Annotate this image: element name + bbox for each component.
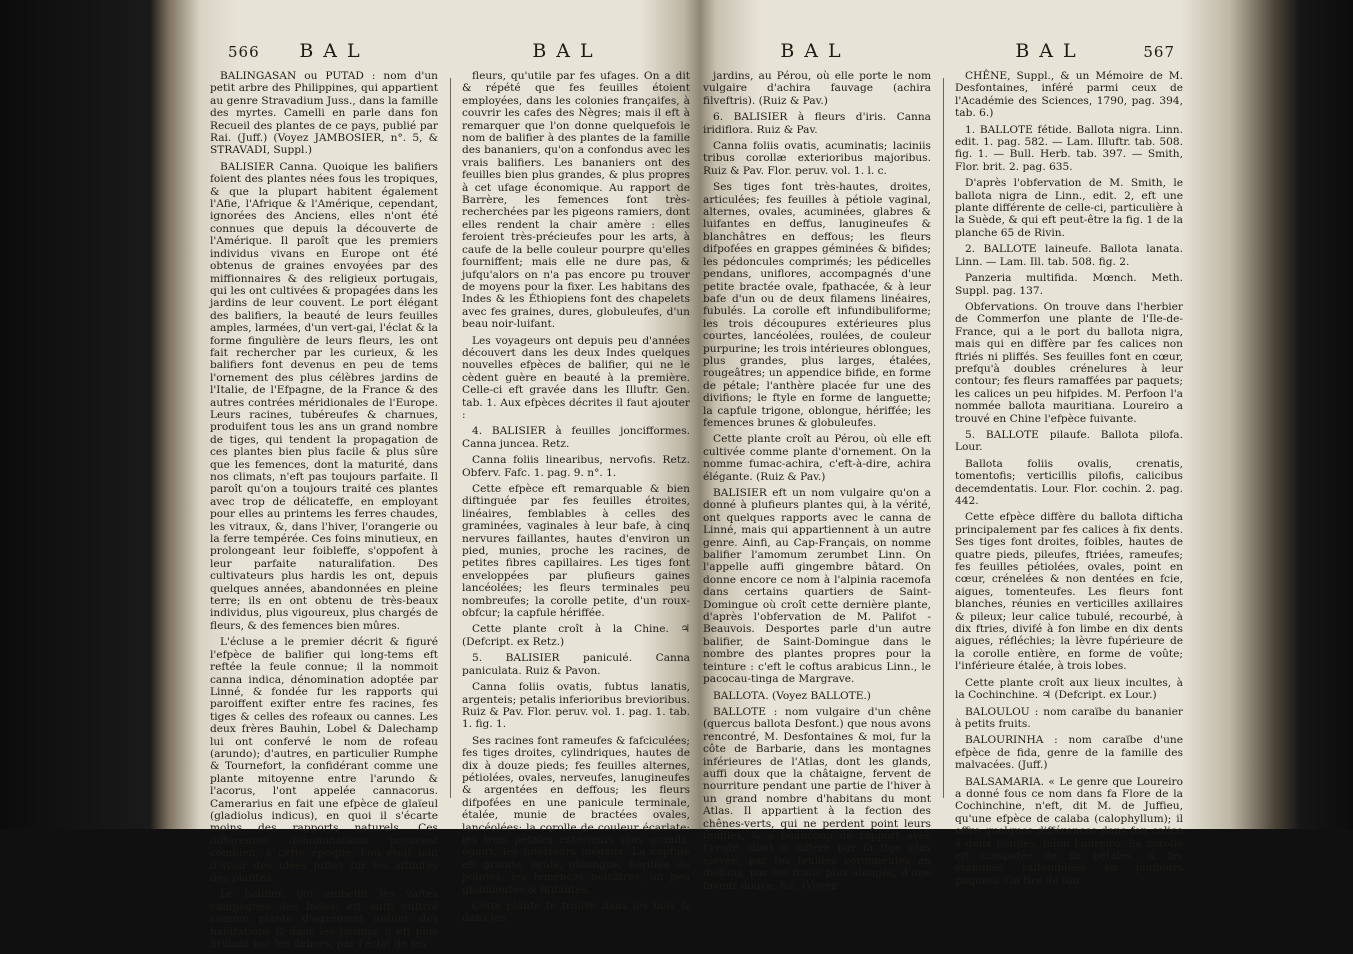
- paragraph: BALLOTE : nom vulgaire d'un chêne (quercus ballota Desfont.) que nous avons rencontré, M. Desfontaines & moi, fur la côte de Barbarie, dans les montagnes inférieures de l'Atlas, dont les glands, auffi doux que la châtaigne, fervent de nourriture pendant une partie de l'hiver à un grand nombre d'habitans du mont Atlas. Il appartient à la fection des chênes-verts, qui ne perdent point leurs feuilles, & a beaucoup de rapport avec l'yeufe, dont il diffère par fa tige plus élevée, par fes feuilles coronneufes en deffous, par fes fruits plus alongés, d'une faveur douce, &c. (Voyez: [703, 705, 931, 892]
- paragraph: Ses tiges font très-hautes, droites, articulées; fes feuilles à pétiole vaginal, alternes, ovales, acuminées, glabres & luifantes en deffus, lanugineufes & blanchâtres en deffous; les fleurs difpofées en grappes géminées & bifides; les pédoncules comprimés; les pédicelles pendans, uniflores, accompagnés d'une petite bractée ovale, fpathacée, & à leur bafe d'un ou de deux filamens linéaires, fubulés. La corolle eft infundibuliforme; les trois découpures extérieures plus courtes, lancéolées, roulées, de couleur purpurine; les trois intérieures oblongues, plus grandes, plus larges, étalées, rougeâtres; un appendice bifide, en forme de pétale; l'anthère placée fur une des divifions; le ftyle en forme de languette; la capfule trigone, oblongue, hériffée; les femences brunes & globuleufes.: [703, 181, 931, 429]
- paragraph: Cette plante fe trouve dans les bois & dans les: [462, 900, 690, 925]
- paragraph: 5. BALISIER paniculé. Canna paniculata. Ruiz & Pavon.: [462, 652, 690, 677]
- paragraph: L'écluse a le premier décrit & figuré l'efpèce de balifier qui long-tems eft reftée la feule connue; il la nommoit canna indica, dénomination adoptée par Linné, & fondée fur les rapports qui paroiffent exifter entre fes racines, fes tiges & celles des rofeaux ou cannes. Les deux frères Bauhin, Lobel & Dalechamp lui ont confervé le nom de rofeau (arundo); d'autres, en particulier Rumphe & Tournefort, la confidérant comme une plante mitoyenne entre l'arundo & l'acorus, l'ont appelée cannacorus. Camerarius en fait une efpèce de glaïeul (gladiolus indicus), en quoi il s'écarte moins des rapports naturels. Ces différentes dénominations prouvent combien, à cette époque, l'on étoit loin d'avoir des idées juftes fur les affinités des plantes.: [210, 636, 438, 884]
- running-head-right: BAL: [532, 40, 603, 62]
- column-rule: [450, 78, 451, 798]
- paragraph: Cette plante croît au Pérou, où elle eft cultivée comme plante d'ornement. On la nomme fumac-achira, c'eft-à-dire, achira élégante. (Ruiz & Pav.): [703, 433, 931, 483]
- paragraph: Canna foliis ovatis, acuminatis; laciniis tribus corollæ exterioribus majoribus. Ruiz & Pav. Flor. peruv. vol. 1. l. c.: [703, 140, 931, 177]
- paragraph: fleurs, qu'utile par fes ufages. On a dit & répété que fes feuilles étoient employées, dans les colonies françaifes, à couvrir les cafes des Nègres; mais il eft à remarquer que l'on donne quelquefois le nom de balifier à des plantes de la famille des bananiers, qu'on a confondus avec les vrais balifiers. Les bananiers ont des feuilles bien plus grandes, & plus propres à cet ufage économique. Au rapport de Barrère, les femences font très-recherchées par les pigeons ramiers, dont elles rendent la chair amère : elles feroient très-précieufes pour les arts, à caufe de la belle couleur pourpre qu'elles fourniffent; mais elle ne dure pas, & jufqu'alors on n'a pas encore pu trouver de moyens pour la fixer. Les habitans des Indes & les Éthiopiens font des chapelets avec fes graines, dures, globuleufes, d'un beau noir-luifant.: [462, 70, 690, 331]
- paragraph: Ballota foliis ovalis, crenatis, tomentofis; verticillis pilofis, calicibus decemdentatis. Lour. Flor. cochin. 2. pag. 442.: [955, 457, 1183, 507]
- paragraph: Obfervations. On trouve dans l'herbier de Commerfon une plante de l'Ile-de-France, qui a le port du ballota nigra, mais qui en diffère par fes calices non ftriés ni pliffés. Ses feuilles font en cœur, prefqu'à doubles crénelures à leur contour; fes fleurs ramaffées par paquets; les calices un peu hifpides. M. Perfoon l'a nommée ballota mauritiana. Loureiro a trouvé en Chine l'efpèce fuivante.: [955, 300, 1183, 425]
- paragraph: CHÊNE, Suppl., & un Mémoire de M. Desfontaines, inféré parmi ceux de l'Académie des Sciences, 1790, pag. 394, tab. 6.): [955, 70, 1183, 120]
- running-header: [210, 40, 690, 70]
- running-head-left: BAL: [780, 40, 851, 62]
- running-header: [703, 40, 1183, 70]
- text-column-1: [703, 70, 931, 896]
- right-page: [703, 40, 1183, 892]
- running-head-left: BAL: [299, 40, 370, 62]
- paragraph: 6. BALISIER à fleurs d'iris. Canna iridiflora. Ruiz & Pav.: [703, 111, 931, 136]
- paragraph: Le balifier, qui embellit les vaftes campagnes des Indes, eft auffi cultivé comme plante d'agrément autour des habitations & dans les jardins; il eft plus brillant par fes dehors, par l'éclat de fes: [210, 888, 438, 951]
- page-number: 567: [1143, 43, 1175, 61]
- page-number: 566: [228, 43, 260, 61]
- paragraph: BALOULOU : nom caraïbe du bananier à petits fruits.: [955, 705, 1183, 730]
- paragraph: BALLOTA. (Voyez BALLOTE.): [713, 689, 871, 702]
- paragraph: Ses racines font rameufes & fafciculées; fes tiges droites, cylindriques, hautes de dix à douze pieds; fes feuilles alternes, pétiolées, ovales, nerveufes, lanugineufes & argentées en deffous; les fleurs difpofées en une panicule terminale, étalée, munie de bractées ovales, lancéolées; la corolle de couleur écarlate; les trois pétales extérieurs plus grands, égaux; les intérieurs inégaux. La capfule eft grande, ovale, oblongue, hériffée de pointes; les femences noirâtres, un peu globuleufes & luifantes.: [462, 734, 690, 896]
- paragraph: D'après l'obfervation de M. Smith, le ballota nigra de Linn., edit. 2, eft une plante différente de celle-ci, particulière à la Suède, & qui eft peut-être la fig. 1 de la planche 65 de Rivin.: [955, 177, 1183, 239]
- paragraph: 1. BALLOTE fétide. Ballota nigra. Linn. edit. 1. pag. 582. — Lam. Illuftr. tab. 508. fig. 1. — Bull. Herb. tab. 397. — Smith, Flor. brit. 2. pag. 635.: [955, 123, 1183, 173]
- paragraph: BALISIER eft un nom vulgaire qu'on a donné à plufieurs plantes qui, à la vérité, ont quelques rapports avec le canna de Linné, mais qui appartiennent à un autre genre. Ainfi, au Cap-Français, on nomme balifier l'amomum zerumbet Linn. On l'appelle auffi gingembre bâtard. On donne encore ce nom à l'alpinia racemofa dans certains quartiers de Saint-Domingue où croît cette dernière plante, d'après l'obfervation de M. Palifot - Beauvois. Desportes parle d'un autre balifier, de Saint-Domingue dans le nombre des plantes propres pour la teinture : c'eft le coftus arabicus Linn., le pacocau-tinga de Margrave.: [703, 487, 931, 686]
- paragraph: Cette efpèce eft remarquable & bien diftinguée par fes feuilles étroites, linéaires, femblables à celles des graminées, vaginales à leur bafe, à cinq nervures faillantes, hautes d'environ un pied, munies, proche les racines, de petites fibres capillaires. Les tiges font enveloppées par plufieurs gaines lancéolées; les fleurs terminales peu nombreufes; la corolle petite, d'un roux-obfcur; la capfule hériffée.: [462, 483, 690, 620]
- left-page: [210, 40, 690, 951]
- paragraph: 2. BALLOTE laineufe. Ballota lanata. Linn. — Lam. Ill. tab. 508. fig. 2.: [955, 243, 1183, 268]
- text-column-1: [210, 70, 438, 954]
- paragraph: Cette efpèce diffère du ballota difticha principalement par fes calices à fix dents. Ses tiges font droites, foibles, hautes de quatre pieds, pileufes, ftriées, rameufes; fes feuilles pétiolées, ovales, point en cœur, crénelées & non dentées en fcie, aigues, tomenteufes. Les fleurs font blanches, réunies en verticilles axillaires & pileux; leur calice tubulé, recourbé, à dix ftries, divifé à fon limbe en dix dents aigues, réfléchies; la lèvre fupérieure de la corolle entière, en forme de voûte; l'inférieure étalée, à trois lobes.: [955, 511, 1183, 673]
- paragraph: Cette plante croît aux lieux incultes, à la Cochinchine. ♃ (Defcript. ex Lour.): [955, 676, 1183, 702]
- paragraph: 5. BALLOTE pilaufe. Ballota pilofa. Lour.: [955, 428, 1183, 454]
- paragraph: BALSAMARIA. « Le genre que Loureiro a donné fous ce nom dans fa Flore de la Cochinchine, n'eft, dit M. de Juffieu, qu'une efpèce de calaba (calophyllum); il offre quelques différences dans fon calice à deux feuilles, felon Loureiro. Sa corolle eft compofée de fix pétales, & fes étamines raffemblées en plufieurs paquets. On tire de fon: [955, 775, 1183, 887]
- paragraph: Panzeria multifida. Mœnch. Meth. Suppl. pag. 137.: [955, 272, 1183, 297]
- column-rule: [943, 78, 944, 798]
- paragraph: BALOURINHA : nom caraïbe d'une efpèce de fida, genre de la famille des malvacées. (Juff.): [955, 734, 1183, 772]
- paragraph: Canna foliis linearibus, nervofis. Retz. Obferv. Fafc. 1. pag. 9. n°. 1.: [462, 454, 690, 479]
- text-column-2: [955, 70, 1183, 896]
- paragraph: jardins, au Pérou, où elle porte le nom vulgaire d'achira fauvage (achira filveftris). (Ruiz & Pav.): [703, 70, 931, 107]
- paragraph: BALISIER Canna. Quoique les balifiers foient des plantes nées fous les tropiques, & que la plupart habitent également l'Afie, l'Afrique & l'Amérique, cependant, ignorées des Anciens, elles n'ont été connues que depuis la découverte de l'Amérique. Il paroît que les premiers individus vivans en Europe ont été obtenus de graines envoyées par des miffionnaires & des religieux portugais, qui les ont cultivées & propagées dans les jardins de leur couvent. Le port élégant des balifiers, la beauté de leurs feuilles amples, larmées, d'un vert-gai, l'éclat & la forme fingulière de leurs fleurs, les ont fait rechercher par les curieux, & les balifiers font devenus en peu de tems l'ornement des plus célèbres jardins de l'Italie, de l'Efpagne, de la France & des autres contrées méridionales de l'Europe. Leurs racines, tubéreufes & charnues, produifent tous les ans un grand nombre de tiges, qui tendent la propagation de ces plantes bien plus facile & plus sûre que les femences, dont la maturité, dans nos climats, n'eft pas toujours parfaite. Il paroît qu'on a toujours traité ces plantes avec trop de délicateffe, en employant pour elles au printems les ferres chaudes, les vitraux, &, dans l'hiver, l'orangerie ou la ferre tempérée. Ces foins minutieux, en prolongeant leur foibleffe, s'oppofent à leur parfaite naturalifation. Des cultivateurs plus hardis les ont, depuis quelques années, abandonnées en pleine terre; ils en ont obtenu de très-beaux individus, plus vigoureux, plus chargés de fleurs, & des femences bien mûres.: [210, 160, 438, 632]
- paragraph: Canna foliis ovatis, fubtus lanatis, argenteis; petalis inferioribus brevioribus. Ruiz & Pav. Flor. peruv. vol. 1. pag. 1. tab. 1. fig. 1.: [462, 681, 690, 731]
- paragraph: 4. BALISIER à feuilles joncifformes. Canna juncea. Retz.: [462, 425, 690, 450]
- text-column-2: [462, 70, 690, 954]
- paragraph: Les voyageurs ont depuis peu d'années découvert dans les deux Indes quelques nouvelles efpèces de balifier, qui ne le cèdent guère en beauté à la première. Celle-ci eft gravée dans les Illuftr. Gen. tab. 1. Aux efpèces décrites il faut ajouter :: [462, 334, 690, 421]
- running-head-right: BAL: [1015, 40, 1086, 62]
- paragraph: Cette plante croît à la Chine. ♃ (Defcript. ex Retz.): [462, 623, 690, 648]
- paragraph: BALINGASAN ou PUTAD : nom d'un petit arbre des Philippines, qui appartient au genre Stravadium Juss., dans la famille des myrtes. Camelli en parle dans fon Recueil des plantes de ce pays, publié par Rai. (Juff.) (Voyez JAMBOSIER, n°. 5, & STRAVADI, Suppl.): [210, 70, 438, 157]
